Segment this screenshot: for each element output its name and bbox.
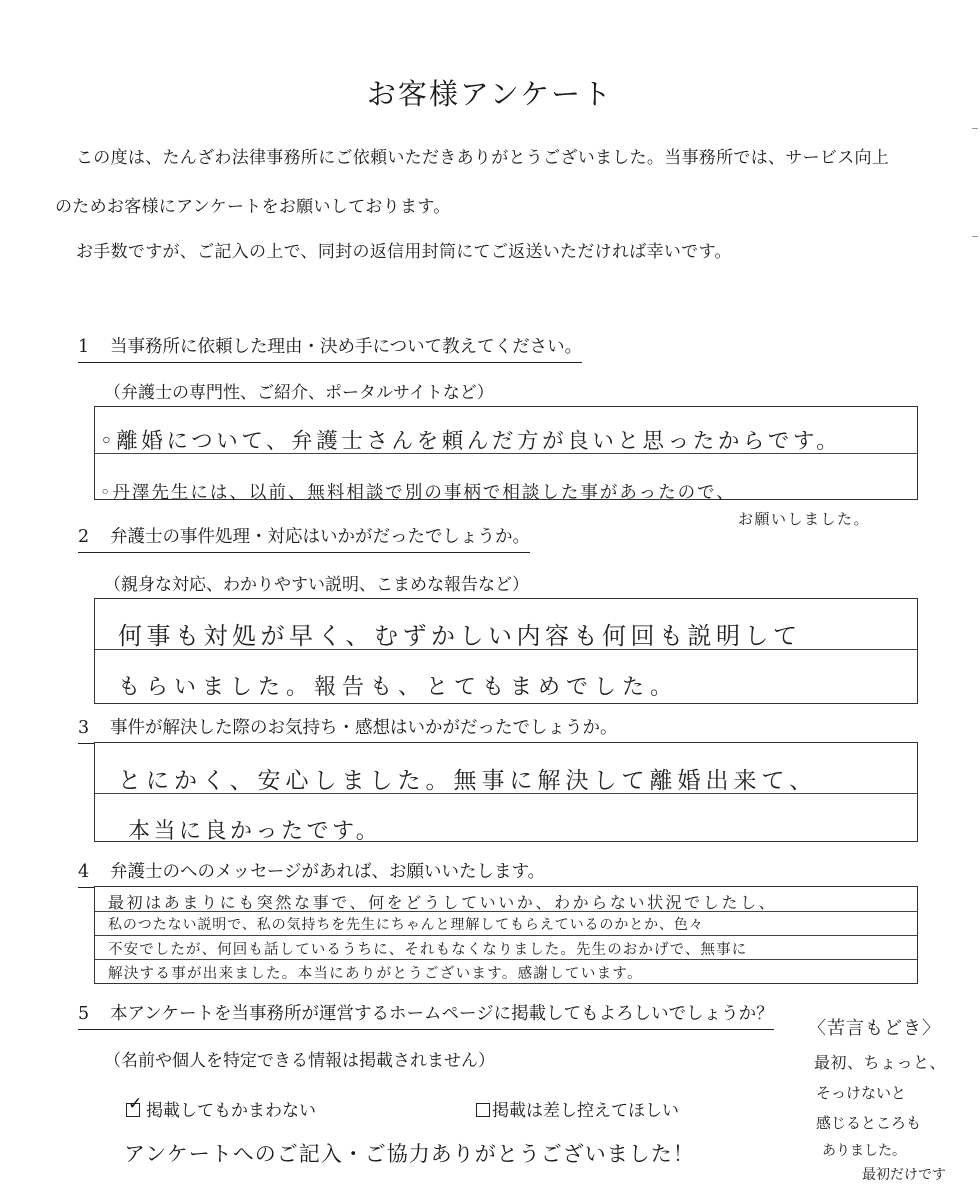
side-note-line-5: 最初だけです <box>862 1167 946 1183</box>
answer-rule <box>95 935 917 936</box>
question-2-number: 2 <box>78 527 90 547</box>
question-1-answer-line-2: ◦丹澤先生には、以前、無料相談で別の事柄で相談した事があったので、 <box>100 483 736 503</box>
option-publish-decline[interactable] <box>476 1096 679 1121</box>
question-5-hint: （名前や個人を特定できる情報は掲載されません） <box>104 1051 495 1071</box>
question-2-text: 弁護士の事件処理・対応はいかがだったでしょうか。 <box>110 527 530 547</box>
closing-thanks: アンケートへのご記入・ご協力ありがとうございました！ <box>124 1142 695 1166</box>
question-3-number: 3 <box>78 718 90 738</box>
question-1-heading <box>78 333 582 363</box>
question-2-answer-line-1: 何事も対処が早く、むずかしい内容も何回も説明して <box>118 622 802 650</box>
question-3-answer-line-1: とにかく、安心しました。無事に解決して離婚出来て、 <box>118 768 818 794</box>
question-1-text: 当事務所に依頼した理由・決め手について教えてください。 <box>110 337 583 357</box>
question-1-answer-line-1: ◦離婚について、弁護士さんを頼んだ方が良いと思ったからです。 <box>100 429 842 454</box>
question-1-number: 1 <box>78 337 90 357</box>
scan-artifact <box>972 236 978 237</box>
option-publish-ok[interactable] <box>126 1096 316 1121</box>
question-4-answer-line-4: 解決する事が出来ました。本当にありがとうございます。感謝しています。 <box>108 966 643 982</box>
question-4-number: 4 <box>78 862 90 882</box>
question-3-heading <box>78 714 618 744</box>
scan-artifact <box>972 128 978 129</box>
question-4-answer-line-2: 私のつたない説明で、私の気持ちを先生にちゃんと理解してもらえているのかとか、色々 <box>108 917 704 933</box>
question-4-text: 弁護士のへのメッセージがあれば、お願いいたします。 <box>110 862 546 882</box>
question-4-heading <box>78 858 545 888</box>
question-2-hint: （親身な対応、わかりやすい説明、こまめな報告など） <box>104 575 529 595</box>
answer-rule <box>95 959 917 960</box>
page-title: お客様アンケート <box>366 77 614 111</box>
question-5-text: 本アンケートを当事務所が運営するホームページに掲載してもよろしいでしょうか？ <box>110 1004 774 1024</box>
side-note-line-2: そっけないと <box>816 1084 907 1102</box>
checkbox-checked[interactable] <box>126 1094 143 1117</box>
intro-line-2: のためお客様にアンケートをお願いしております。 <box>55 197 451 217</box>
question-3-answer-line-2: 本当に良かったです。 <box>128 819 382 844</box>
question-2-answer-line-2: もらいました。報告も、とてもまめでした。 <box>118 675 679 700</box>
intro-line-1: この度は、たんざわ法律事務所にご依頼いただきありがとうございました。当事務所では、サービス向上 <box>76 148 890 168</box>
question-1-hint: （弁護士の専門性、ご紹介、ポータルサイトなど） <box>104 383 494 403</box>
side-note-line-3: 感じるところも <box>816 1114 922 1132</box>
checkbox-unchecked[interactable] <box>476 1103 490 1117</box>
question-5-number: 5 <box>78 1004 90 1024</box>
question-1-answer-line-3: お願いしました。 <box>738 510 871 528</box>
side-note-line-4: ありました。 <box>822 1143 906 1159</box>
question-2-heading <box>78 523 530 553</box>
side-note-line-1: 最初、ちょっと、 <box>814 1053 947 1072</box>
intro-line-3: お手数ですが、ご記入の上で、同封の返信用封筒にてご返送いただければ幸いです。 <box>76 242 732 262</box>
question-3-text: 事件が解決した際のお気持ち・感想はいかがだったでしょうか。 <box>110 718 618 738</box>
question-4-answer-line-3: 不安でしたが、何回も話しているうちに、それもなくなりました。先生のおかげで、無事に <box>108 942 748 958</box>
side-note-heading: 〈苦言もどき〉 <box>808 1018 941 1039</box>
question-4-answer-line-1: 最初はあまりにも突然な事で、何をどうしていいか、わからない状況でしたし、 <box>108 893 778 912</box>
checkmark-icon: ✓ <box>128 1094 143 1114</box>
question-5-heading <box>78 1000 774 1030</box>
option-publish-ok-label: 掲載してもかまわない <box>146 1101 316 1121</box>
option-publish-decline-label: 掲載は差し控えてほしい <box>492 1101 679 1121</box>
